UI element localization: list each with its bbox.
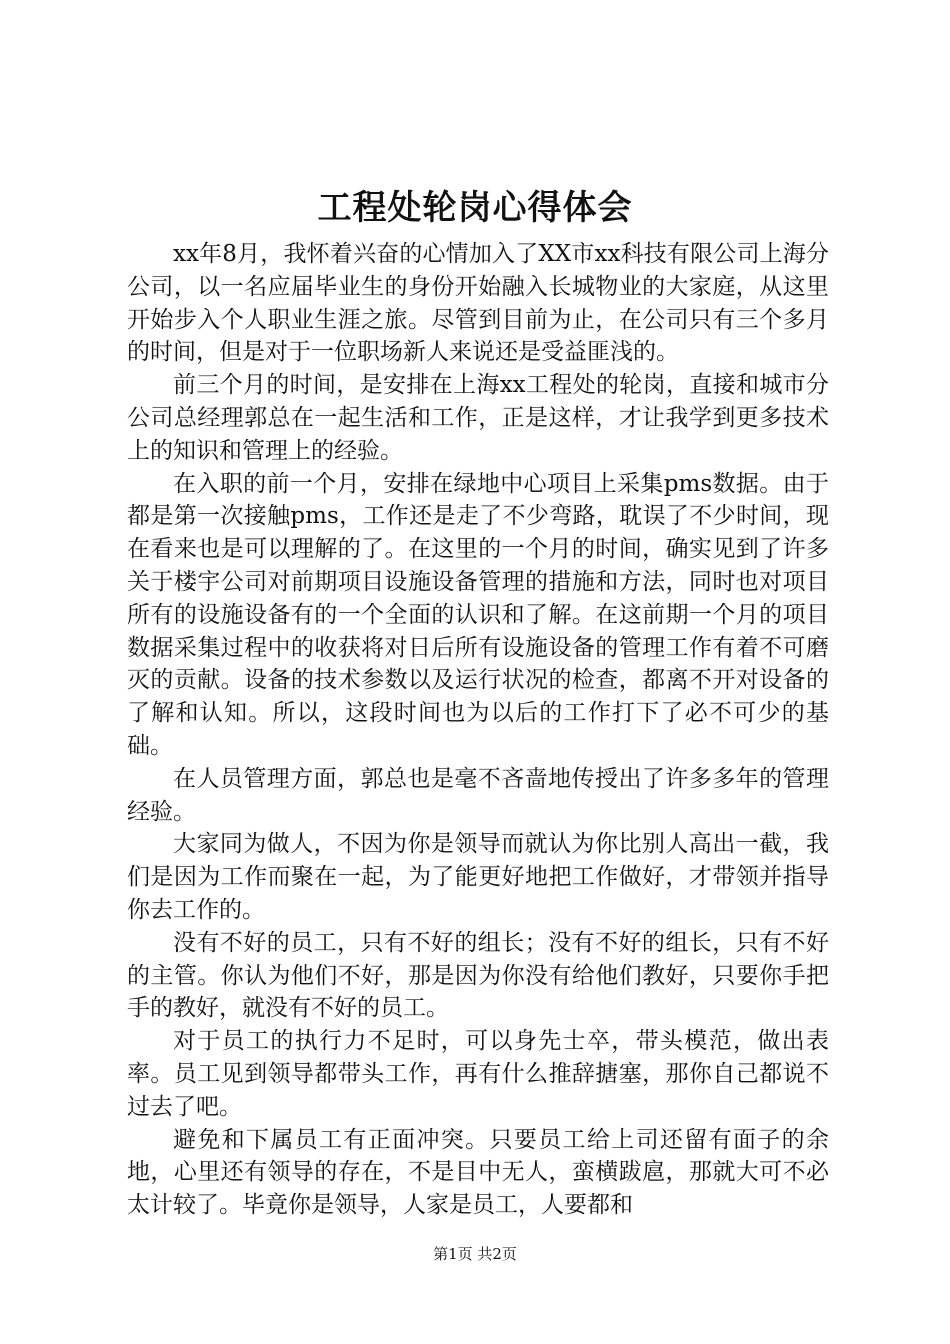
paragraph: 大家同为做人，不因为你是领导而就认为你比别人高出一截，我们是因为工作而聚在一起，为了能更好地把工作做好，才带领并指导你去工作的。 <box>127 831 829 923</box>
paragraph: xx年8月，我怀着兴奋的心情加入了XX市xx科技有限公司上海分公司，以一名应届毕业生的身份开始融入长城物业的大家庭，从这里开始步入个人职业生涯之旅。尽管到目前为止，在公司只有三个多月的时间，但是对于一位职场新人来说还是受益匪浅的。 <box>127 241 829 366</box>
paragraph: 避免和下属员工有正面冲突。只要员工给上司还留有面子的余地，心里还有领导的存在，不是目中无人，蛮横跋扈，那就大可不必太计较了。毕竟你是领导，人家是员工，人要都和 <box>127 1126 829 1219</box>
paragraph: 在入职的前一个月，安排在绿地中心项目上采集pms数据。由于都是第一次接触pms，工作还是走了不少弯路，耽误了不少时间，现在看来也是可以理解的了。在这里的一个月的时间，确实见到了许多关于楼宇公司对前期项目设施设备管理的措施和方法，同时也对项目所有的设施设备有的一个全面的认识和了解。在这前期一个月的项目数据采集过程中的收获将对日后所有设施设备的管理工作有着不可磨灭的贡献。设备的技术参数以及运行状况的检查，都离不开对设备的了解和认知。所以，这段时间也为以后的工作打下了必不可少的基础。 <box>127 470 829 759</box>
paragraph: 前三个月的时间，是安排在上海xx工程处的轮岗，直接和城市分公司总经理郭总在一起生活和工作，正是这样，才让我学到更多技术上的知识和管理上的经验。 <box>127 372 829 464</box>
document-body <box>127 238 829 1222</box>
document-title: 工程处轮岗心得体会 <box>317 188 633 228</box>
paragraph: 在人员管理方面，郭总也是毫不吝啬地传授出了许多多年的管理经验。 <box>127 765 829 825</box>
paragraph: 没有不好的员工，只有不好的组长；没有不好的组长，只有不好的主管。你认为他们不好，那是因为你没有给他们教好，只要你手把手的教好，就没有不好的员工。 <box>127 929 829 1022</box>
page-footer: 第1页 共2页 <box>433 1245 517 1263</box>
paragraph: 对于员工的执行力不足时，可以身先士卒，带头模范，做出表率。员工见到领导都带头工作，再有什么推辞搪塞，那你自己都说不过去了吧。 <box>127 1028 829 1120</box>
